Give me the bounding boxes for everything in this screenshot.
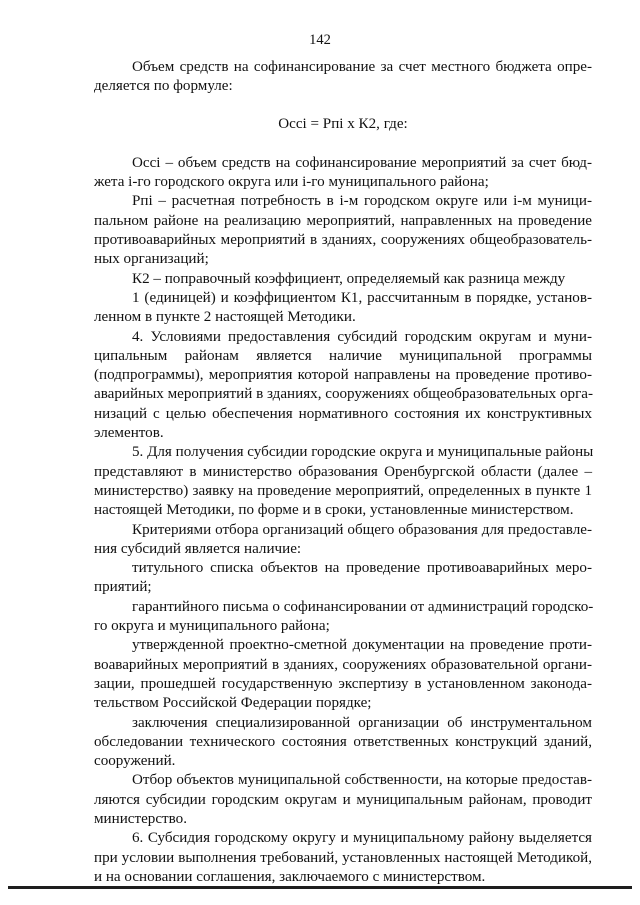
text-line: деляется по формуле: <box>94 78 233 95</box>
text-line: ния субсидий является наличие: <box>94 540 302 557</box>
text-line: титульного списка объектов на проведение противоаварийных меро- <box>132 560 592 577</box>
text-line: го округа и муниципального района; <box>94 618 330 635</box>
text-line: 4. Условиями предоставления субсидий городским округам и муни- <box>132 328 592 345</box>
body-text <box>94 154 592 887</box>
text-line: жета i-го городского округа или i-го муниципального района; <box>94 174 489 191</box>
text-line: министерство. <box>94 810 187 827</box>
text-line: Отбор объектов муниципальной собственности, на которые предостав- <box>132 772 592 789</box>
intro-paragraph <box>94 58 592 97</box>
text-line: представляют в министерство образования Оренбургской области (далее – <box>94 463 592 480</box>
text-line: ных организаций; <box>94 251 209 268</box>
text-line: ляются субсидии городским округам и муниципальным районам, проводит <box>94 791 592 808</box>
text-line: ципальным районам является наличие муниципальной программы <box>94 347 592 364</box>
text-line: министерство) заявку на проведение мероприятий, определенных в пункте 1 <box>94 482 592 499</box>
text-line: гарантийного письма о софинансировании от администраций городско- <box>132 598 594 615</box>
bottom-rule <box>8 886 632 889</box>
text-line: при условии выполнения требований, установленных настоящей Методикой, <box>94 849 592 866</box>
text-line: утвержденной проектно-сметной документации на проведение проти- <box>132 637 592 654</box>
text-line: противоаварийных мероприятий в зданиях, сооружениях общеобразователь- <box>94 232 592 249</box>
text-line: Критериями отбора организаций общего образования для предоставле- <box>132 521 592 538</box>
text-line: Объем средств на софинансирование за счет местного бюджета опре- <box>132 59 592 75</box>
text-line: элементов. <box>94 425 164 442</box>
text-line: обследовании технического состояния ответственных конструкций зданий, <box>94 733 592 750</box>
text-line: аварийных мероприятий в зданиях, сооружениях общеобразовательных орга- <box>94 386 594 403</box>
text-line: К2 – поправочный коэффициент, определяемый как разница между <box>132 270 566 287</box>
text-line: тельством Российской Федерации порядке; <box>94 695 372 712</box>
text-line: (подпрограммы), мероприятия которой направлены на проведение противо- <box>94 367 592 384</box>
text-line: сооружений. <box>94 753 176 770</box>
text-line: пальном районе на реализацию мероприятий, направленных на проведение <box>94 212 592 229</box>
text-line: зации, прошедшей государственную экспертизу в установленном законода- <box>94 675 592 692</box>
text-line: настоящей Методики, по форме и в сроки, установленные министерством. <box>94 502 574 519</box>
document-body <box>94 58 592 887</box>
text-line: приятий; <box>94 579 152 596</box>
text-line: заключения специализированной организации об инструментальном <box>132 714 592 731</box>
text-line: Оссi – объем средств на софинансирование мероприятий за счет бюд- <box>132 154 592 171</box>
text-line: 5. Для получения субсидии городские округа и муниципальные районы <box>132 444 594 461</box>
text-line: и на основании соглашения, заключаемого с министерством. <box>94 868 486 885</box>
text-line: ленном в пункте 2 настоящей Методики. <box>94 309 356 326</box>
page-number: 142 <box>309 32 331 48</box>
formula: Оссi = Рпi х К2, где: <box>278 115 408 132</box>
text-line: 1 (единицей) и коэффициентом К1, рассчитанным в порядке, установ- <box>132 289 592 306</box>
text-line: воаварийных мероприятий в зданиях, сооружениях образовательной органи- <box>94 656 592 673</box>
text-line: 6. Субсидия городскому округу и муниципальному району выделяется <box>132 830 592 847</box>
text-line: низаций с целью обеспечения нормативного состояния их конструктивных <box>94 405 592 422</box>
text-line: Рпi – расчетная потребность в i-м городском округе или i-м муници- <box>132 193 592 210</box>
